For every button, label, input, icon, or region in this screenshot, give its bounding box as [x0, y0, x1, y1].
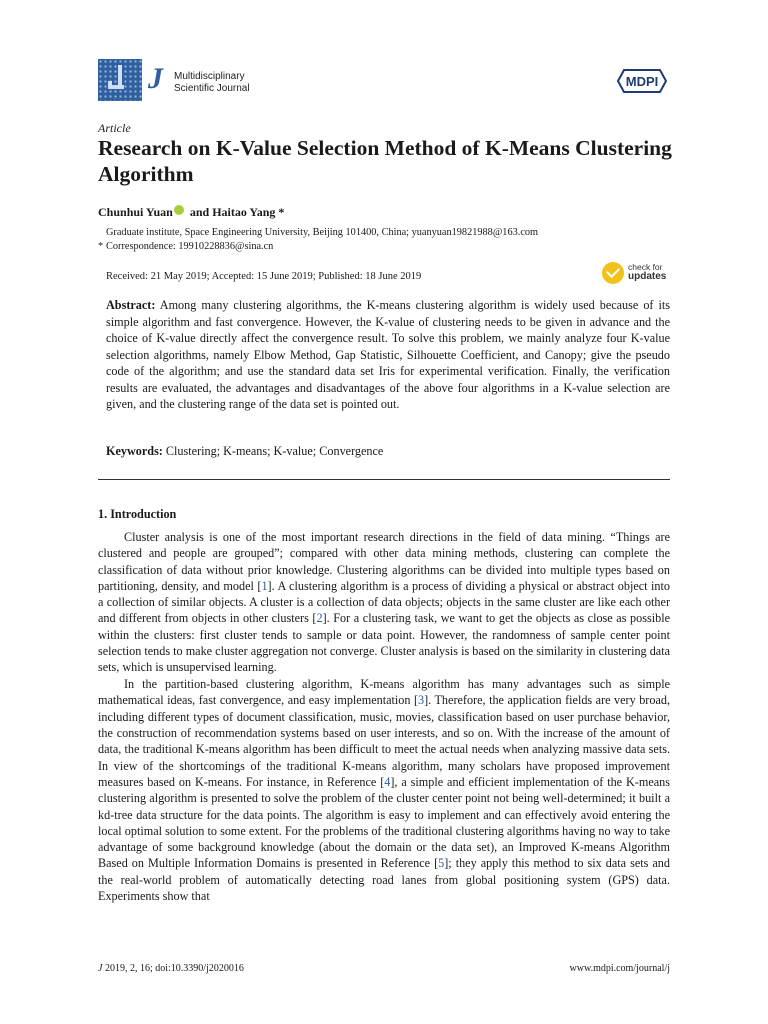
- paragraph-1: [98, 529, 670, 676]
- abstract-text: Among many clustering algorithms, the K-means clustering algorithm is widely used because of its simple algorithm and fast convergence. However, the K-value of clustering needs to be given in advance and the choice of K-value directly affect the convergence result. To solve this problem, we mainly analyze four K-value selection algorithms, namely Elbow Method, Gap Statistic, Silhouette Coefficient, and Canopy; give the pseudo code of the algorithm; and use the standard data set Iris for experimental verification. Finally, the verification results are evaluated, the advantages and disadvantages of the above four algorithms in a K-value selection are given, and the clustering range of the data set is pointed out.: [106, 298, 670, 411]
- abstract-label: Abstract:: [106, 298, 156, 312]
- article-type: Article: [98, 121, 131, 135]
- author-1[interactable]: Chunhui Yuan: [98, 205, 173, 219]
- journal-name-line2: Scientific Journal: [174, 83, 250, 94]
- citation-link[interactable]: 3: [418, 693, 425, 708]
- section-heading: 1. Introduction: [98, 507, 177, 521]
- check-for-updates-badge[interactable]: [602, 262, 670, 288]
- paragraph-text: Cluster analysis is one of the most important research directions in the field of data mining. “Things are clustered and people are grouped”; compared with other data mining methods, clustering can complete the classification of data without prior knowledge. Clustering algorithms can be divided into multiple types based on partitioning, density, and model [: [98, 530, 670, 593]
- paragraph-2: [98, 676, 670, 904]
- journal-logo-letter: J: [148, 62, 163, 95]
- mdpi-logo-icon: [614, 66, 670, 96]
- footer-url[interactable]: www.mdpi.com/journal/j: [569, 963, 670, 974]
- citation-link[interactable]: 2: [316, 611, 323, 626]
- correspondence-text: Correspondence: 19910228836@sina.cn: [106, 241, 274, 252]
- footer-citation-text: 2019, 2, 16; doi:10.3390/j2020016: [102, 963, 244, 974]
- check-icon: [602, 262, 624, 284]
- keywords: [106, 444, 383, 459]
- affiliation-1: Graduate institute, Space Engineering University, Beijing 101400, China; yuanyuan19821988@163.com: [106, 227, 539, 238]
- journal-name-line1: Multidisciplinary: [174, 71, 245, 82]
- orcid-icon[interactable]: [174, 205, 184, 215]
- section-body: [98, 529, 670, 904]
- paragraph-text: ]; they apply this method to six data sets and the real-world problem of automatically detecting road lanes from global positioning system (GPS) data. Experiments show that: [98, 856, 670, 904]
- check-for-updates-line1: check for: [628, 262, 663, 272]
- journal-logo-icon: [98, 59, 142, 101]
- journal-name: [174, 71, 250, 95]
- correspondence: [98, 240, 538, 254]
- check-for-updates-line2: updates: [628, 271, 667, 282]
- footer-citation: [98, 963, 244, 974]
- section-divider: [98, 479, 670, 480]
- keywords-label: Keywords:: [106, 444, 163, 458]
- author-2[interactable]: Haitao Yang *: [212, 205, 285, 219]
- paper-title: Research on K-Value Selection Method of K-Means Clustering Algorithm: [98, 136, 672, 186]
- abstract: [106, 297, 670, 413]
- author-connector: and: [186, 205, 213, 219]
- citation-link[interactable]: 4: [384, 774, 391, 789]
- paragraph-text: ]. Therefore, the application fields are very broad, including different types of document classification, music, movies, classification based on user purchase behavior, the construction of recommendation systems based on user interests, and so on. With the increase of the amount of data, the traditional K-means algorithm has been difficult to meet the actual needs when analyzing massive data sets. In view of the shortcomings of the traditional K-means algorithm, many scholars have proposed improvement measures based on K-means. For instance, in Reference [: [98, 693, 670, 789]
- citation-link[interactable]: 5: [438, 856, 445, 871]
- citation-link[interactable]: 1: [261, 578, 268, 593]
- publication-dates: Received: 21 May 2019; Accepted: 15 June 2019; Published: 18 June 2019: [106, 271, 422, 282]
- footer-journal: J: [98, 963, 103, 974]
- publisher-name: MDPI: [625, 74, 659, 89]
- correspondence-symbol: *: [98, 241, 104, 252]
- paragraph-text: ]. For a clustering task, we want to get the objects as close as possible within the clusters: first cluster tends to sample or data point. However, the randomness of sample center point selection tends to make cluster aggregation not converge. Cluster analysis is based on the similarity in clustering data sets, which is unsupervised learning.: [98, 611, 670, 675]
- authors: [98, 205, 284, 220]
- keywords-text: Clustering; K-means; K-value; Convergence: [165, 444, 384, 458]
- paragraph-text: In the partition-based clustering algorithm, K-means algorithm has many advantages such as simple mathematical ideas, fast convergence, and easy implementation [: [98, 677, 670, 708]
- paragraph-text: ], a simple and efficient implementation of the K-means clustering algorithm is presented to solve the problem of the cluster center point not being well-determined; it built a kd-tree data structure for the data points. The algorithm is easy to implement and can effectively avoid entering the local optimal solution to some extent. For the problems of the traditional clustering algorithms having no way to take advantage of some background knowledge (about the domain or the data set), an Improved K-means Algorithm Based on Multiple Information Domains is presented in Reference [: [98, 774, 670, 871]
- affiliations: [98, 226, 539, 254]
- paragraph-text: ]. A clustering algorithm is a process of dividing a physical or abstract object into a collection of similar objects. A cluster is a collection of data objects; objects in the same cluster are like each other and different from objects in other clusters [: [98, 578, 670, 626]
